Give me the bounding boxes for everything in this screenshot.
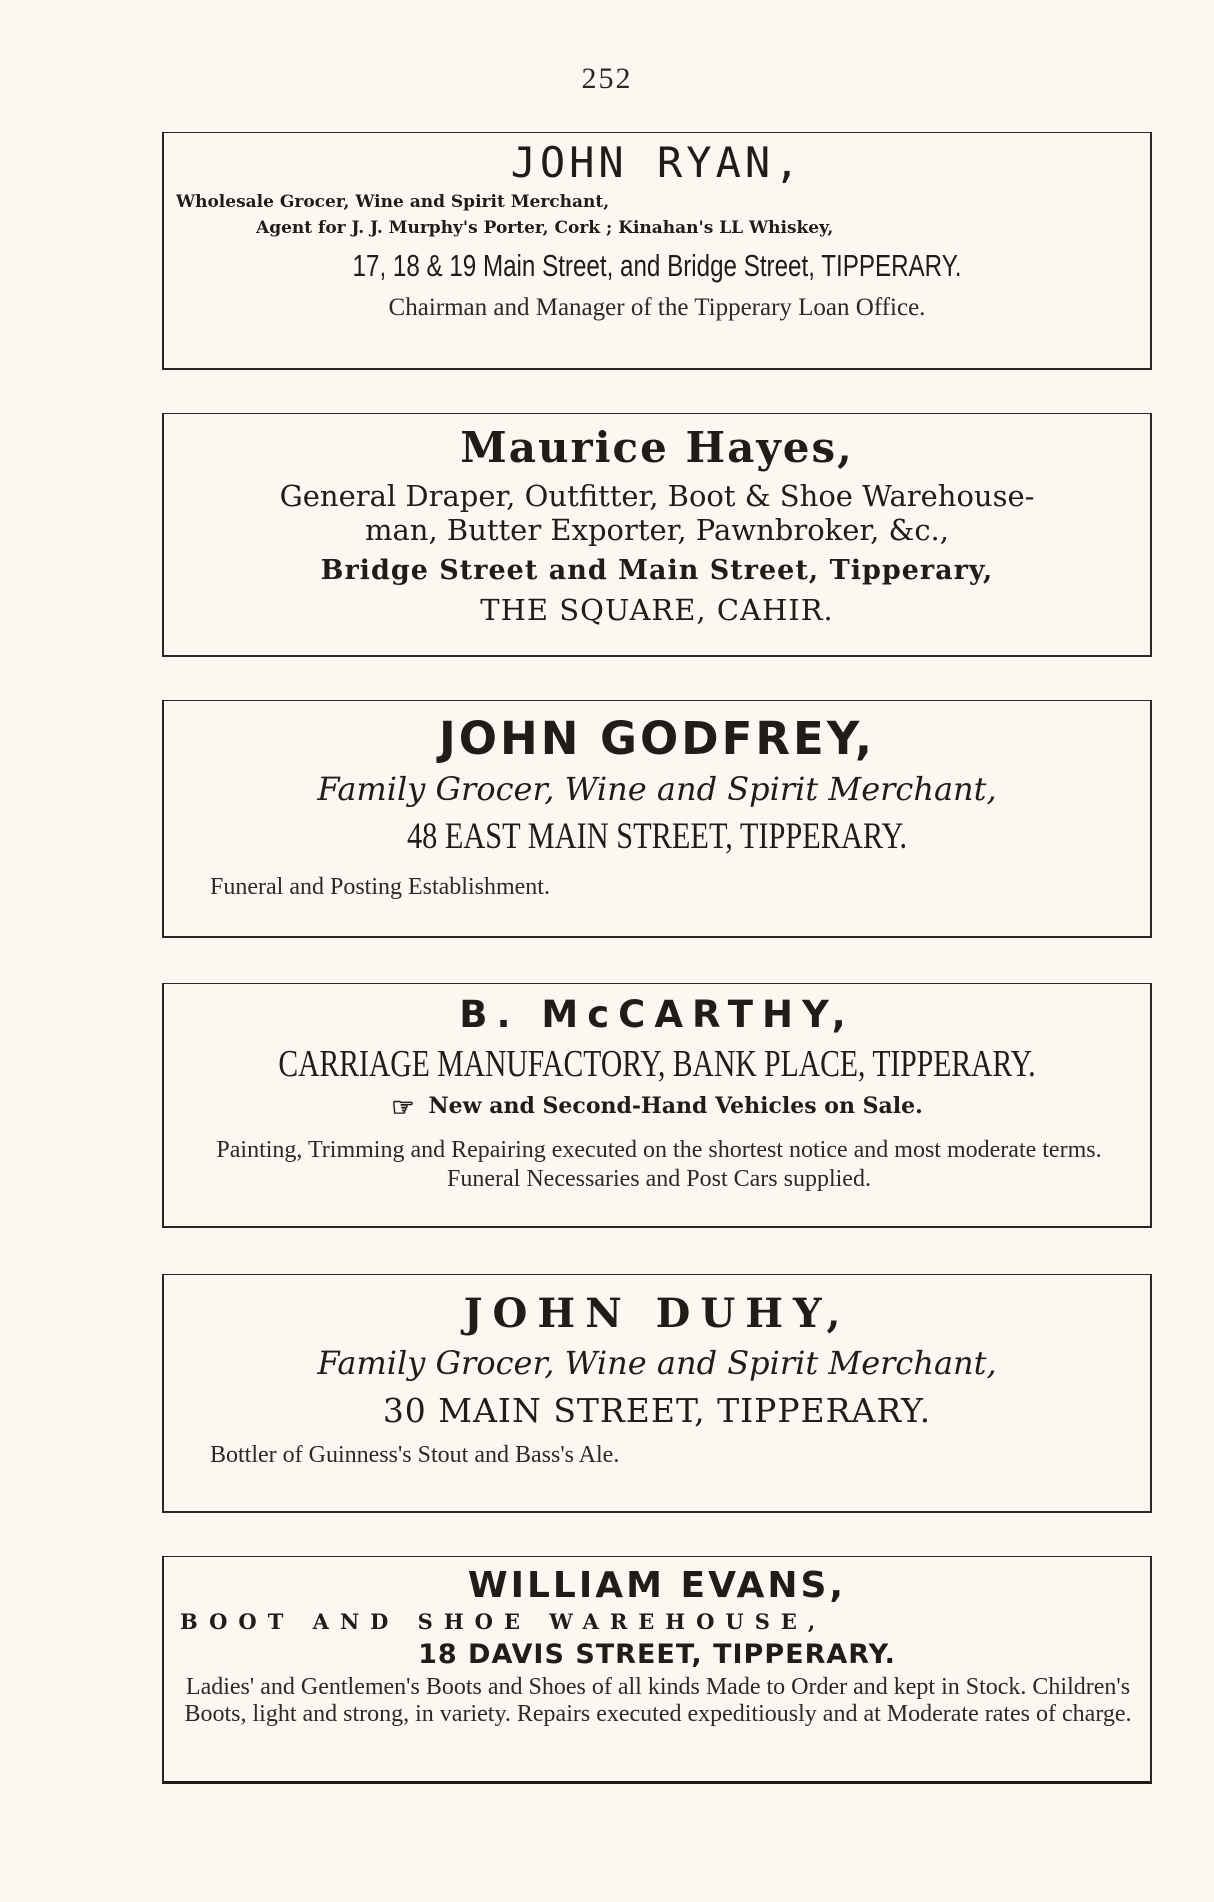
address-line: 18 DAVIS STREET, TIPPERARY.: [418, 1638, 896, 1670]
advertisement-william-evans: [162, 1556, 1152, 1784]
note-line: Chairman and Manager of the Tipperary Loan Office.: [388, 294, 926, 322]
vehicles-line: [164, 1094, 1150, 1124]
trade-line: Wholesale Grocer, Wine and Spirit Merchant,: [176, 192, 610, 213]
address-line: 17, 18 & 19 Main Street, and Bridge Street, TIPPERARY.: [352, 248, 962, 284]
trade-line-1: General Draper, Outfitter, Boot & Shoe Warehouse-: [279, 479, 1035, 514]
advertiser-name: JOHN GODFREY,: [439, 712, 875, 765]
advertisement-john-ryan: [162, 132, 1152, 370]
advertiser-name: JOHN DUHY,: [463, 1290, 851, 1337]
advertisement-john-godfrey: [162, 700, 1152, 938]
advertiser-name: JOHN RYAN,: [510, 138, 804, 187]
pointing-hand-icon: ☞: [391, 1093, 415, 1124]
trade-description: [164, 480, 1150, 547]
address-line: 30 MAIN STREET, TIPPERARY.: [382, 1390, 932, 1430]
advertisement-maurice-hayes: [162, 413, 1152, 657]
address-line: 48 EAST MAIN STREET, TIPPERARY.: [406, 815, 908, 857]
vehicles-text: New and Second-Hand Vehicles on Sale.: [428, 1093, 923, 1120]
advertisement-john-duhy: [162, 1274, 1152, 1513]
service-description: Ladies' and Gentlemen's Boots and Shoes of all kinds Made to Order and kept in Stock. Children's Boots, light and strong, in variety. Repairs executed expeditiously and at Moderate rates of charge.: [184, 1673, 1132, 1728]
service-description: Painting, Trimming and Repairing executed on the shortest notice and most moderate terms. Funeral Necessaries and Post Cars supplied.: [216, 1137, 1102, 1192]
address-line: CARRIAGE MANUFACTORY, BANK PLACE, TIPPERARY.: [278, 1042, 1036, 1085]
advertiser-name: Maurice Hayes,: [460, 423, 854, 472]
advertiser-name: B. McCARTHY,: [459, 993, 855, 1036]
advertisement-b-mccarthy: [162, 983, 1152, 1228]
note-line: Funeral and Posting Establishment.: [210, 874, 550, 901]
trade-line: Family Grocer, Wine and Spirit Merchant,: [317, 1344, 997, 1382]
agent-line: Agent for J. J. Murphy's Porter, Cork ; Kinahan's LL Whiskey,: [256, 217, 834, 238]
branch-line: THE SQUARE, CAHIR.: [480, 593, 834, 628]
trade-line: Family Grocer, Wine and Spirit Merchant,: [317, 769, 997, 808]
trade-line: BOOT AND SHOE WAREHOUSE,: [180, 1609, 827, 1635]
note-line: Bottler of Guinness's Stout and Bass's Ale.: [210, 1441, 620, 1468]
trade-line-2: man, Butter Exporter, Pawnbroker, &c.,: [364, 512, 949, 547]
advertiser-name: WILLIAM EVANS,: [467, 1565, 847, 1606]
page-number: 252: [581, 62, 633, 95]
address-line: Bridge Street and Main Street, Tipperary,: [320, 554, 994, 586]
